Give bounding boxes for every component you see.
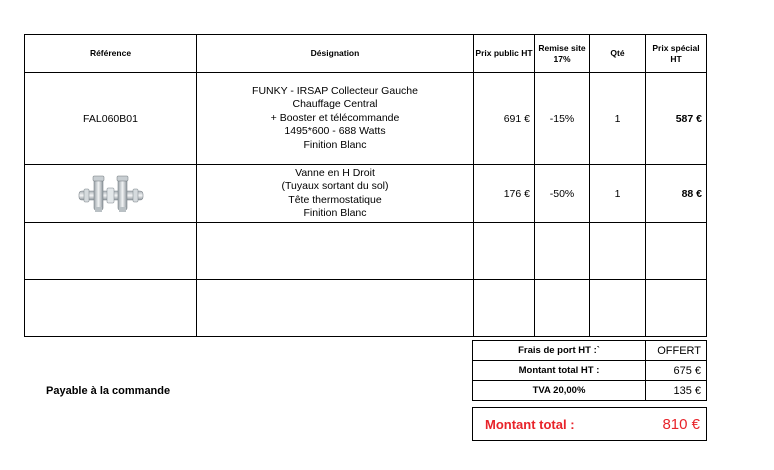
table-row-empty [25,280,707,337]
empty-cell [25,223,197,280]
header-prix-public: Prix public HT [474,35,535,73]
cell-designation [197,73,474,165]
empty-cell [646,223,707,280]
totals-gap [473,401,707,408]
cell-qte: 1 [590,73,646,165]
subtotal-label: Montant total HT : [473,361,646,381]
totals-table [472,340,707,441]
shipping-value: OFFERT [646,341,707,361]
table-row [25,73,707,165]
designation-line: Finition Blanc [303,138,367,151]
empty-cell [197,223,474,280]
header-prix-special-line2: HT [670,53,682,64]
cell-prix-public: 176 € [474,165,535,223]
cell-qte: 1 [590,165,646,223]
empty-cell [25,280,197,337]
header-remise-line2: 17% [553,53,571,64]
cell-prix-public: 691 € [474,73,535,165]
designation-line: FUNKY - IRSAP Collecteur Gauche [252,84,418,97]
cell-designation [197,165,474,223]
designation-line: Tête thermostatique [288,193,382,206]
header-qte: Qté [590,35,646,73]
quote-table [24,34,707,337]
empty-cell [590,280,646,337]
cell-remise: -50% [535,165,590,223]
cell-prix-special: 587 € [646,73,707,165]
header-prix-special-line1: Prix spécial [652,42,700,53]
totals-row-shipping [473,341,707,361]
empty-cell [535,280,590,337]
empty-cell [646,280,707,337]
empty-cell [535,223,590,280]
tva-label: TVA 20,00% [473,381,646,401]
empty-cell [197,280,474,337]
grand-total-label: Montant total : [473,408,646,441]
empty-cell [474,223,535,280]
header-designation: Désignation [197,35,474,73]
cell-reference-image [25,165,197,223]
empty-cell [590,223,646,280]
header-prix-special [646,35,707,73]
empty-cell [474,280,535,337]
payment-terms: Payable à la commande [46,385,171,397]
header-reference: Référence [25,35,197,73]
header-row [25,35,707,73]
cell-prix-special: 88 € [646,165,707,223]
totals-row-grand [473,408,707,441]
table-row-empty [25,223,707,280]
header-remise-line1: Remise site [538,42,586,53]
shipping-label: Frais de port HT :` [473,341,646,361]
designation-line: Chauffage Central [292,98,378,111]
subtotal-value: 675 € [646,361,707,381]
tva-value: 135 € [646,381,707,401]
table-row [25,165,707,223]
grand-total-value: 810 € [646,408,707,441]
h-valve-product-image [76,174,146,214]
designation-line: Vanne en H Droit [295,166,375,179]
header-remise [535,35,590,73]
totals-row-subtotal [473,361,707,381]
designation-line: 1495*600 - 688 Watts [284,125,386,138]
cell-remise: -15% [535,73,590,165]
totals-row-tva [473,381,707,401]
designation-line: (Tuyaux sortant du sol) [281,180,389,192]
cell-reference: FAL060B01 [25,73,197,165]
designation-line: + Booster et télécommande [270,111,400,124]
designation-line: Finition Blanc [303,207,367,219]
